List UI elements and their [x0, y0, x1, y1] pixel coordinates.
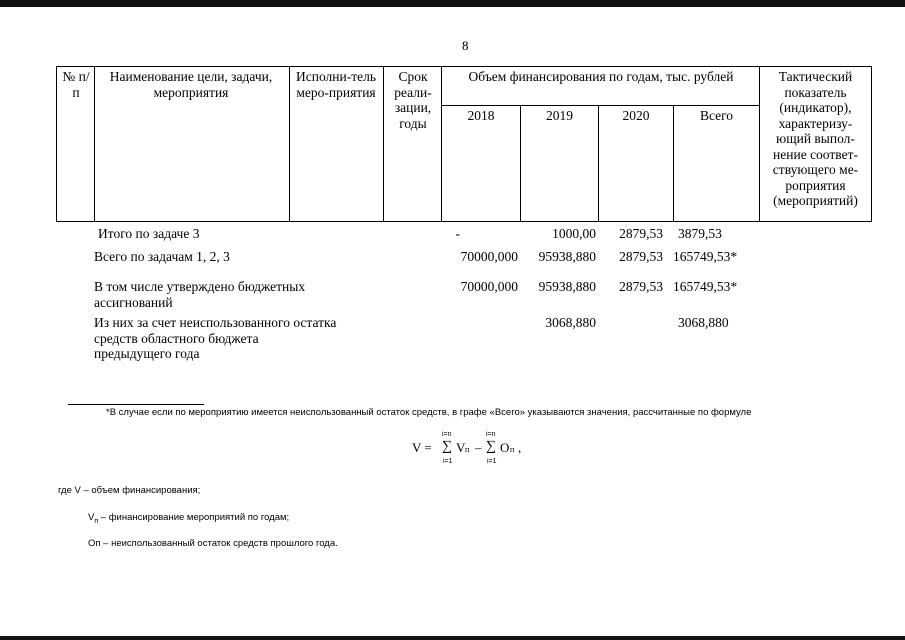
- sum-icon: ∑: [442, 439, 452, 454]
- cell-2019: 1000,00: [552, 226, 596, 241]
- header-name: Наименование цели, задачи, мероприятия: [109, 69, 273, 100]
- footnote-rule: [68, 404, 204, 405]
- col-divider: [871, 66, 872, 222]
- cell-2018: 70000,000: [460, 249, 518, 264]
- definition-vn: [88, 512, 488, 528]
- col-divider: [56, 66, 57, 222]
- cell-total: 3879,53: [678, 226, 722, 241]
- cell-2018: -: [455, 226, 460, 241]
- col-divider: [759, 66, 760, 222]
- cell-total: 165749,53*: [673, 279, 738, 294]
- formula-lhs: V =: [412, 440, 432, 455]
- formula-minus: –: [475, 440, 482, 455]
- definition-vn-subscript: п: [94, 517, 99, 525]
- cell-2020: 2879,53: [619, 226, 663, 241]
- header-no: № п/п: [62, 69, 90, 100]
- bottom-border: [0, 636, 905, 640]
- cell-total: 3068,880: [678, 315, 729, 330]
- definition-on: Оп – неиспользованный остаток средств прошлого года.: [88, 538, 338, 549]
- header-finance: Объем финансирования по годам, тыс. рублей: [468, 69, 734, 84]
- header-year: 2018: [467, 108, 495, 123]
- cell-2018: 70000,000: [460, 279, 518, 294]
- formula-sub2: п: [510, 445, 515, 454]
- cell-2019: 95938,880: [538, 249, 596, 264]
- cell-2020: 2879,53: [619, 279, 663, 294]
- definition-vn-text: – финансирование мероприятий по годам;: [98, 512, 290, 523]
- header-year: 2019: [546, 108, 573, 123]
- cell-2020: 2879,53: [619, 249, 663, 264]
- row-name: Всего по задачам 1, 2, 3: [94, 249, 230, 264]
- formula-lower-2: i=1: [487, 458, 497, 465]
- table-bottom-rule: [56, 221, 872, 222]
- header-term: Срок реали-зации, годы: [394, 69, 432, 131]
- sum-icon: ∑: [486, 439, 496, 454]
- table-top-rule: [56, 66, 872, 67]
- formula-upper-2: i=n: [486, 431, 496, 438]
- finance-table-header: [56, 66, 872, 222]
- years-rule: [441, 105, 759, 106]
- cell-2019: 95938,880: [538, 279, 596, 294]
- formula: [412, 426, 542, 470]
- formula-term1: V: [456, 440, 466, 455]
- col-divider: [289, 66, 290, 222]
- header-indicator: Тактический показатель (индикатор), характеризу-ющий выпол-нение соответ-ствующего ме-роприятия (мероприятий): [772, 69, 859, 208]
- formula-term2: O: [500, 440, 510, 455]
- formula-upper-1: i=n: [442, 431, 452, 438]
- header-year: Всего: [699, 108, 734, 123]
- formula-sub1: п: [465, 445, 470, 454]
- top-border: [0, 0, 905, 7]
- row-name: Из них за счет неиспользованного остатка средств областного бюджета предыдущего года: [94, 315, 337, 361]
- row-name: В том числе утверждено бюджетных ассигнований: [94, 279, 306, 310]
- col-divider: [94, 66, 95, 222]
- header-year: 2020: [622, 108, 650, 123]
- definition-v: где V – объем финансирования;: [58, 485, 201, 496]
- formula-tail: ,: [518, 440, 522, 455]
- page-number: 8: [462, 38, 469, 53]
- footnote-note: *В случае если по мероприятию имеется неиспользованный остаток средств, в графе «Всего» указываются значения, рассчитанные по формуле: [106, 407, 752, 418]
- header-executor: Исполни-тель меро-приятия: [295, 69, 376, 100]
- row-name: Итого по задаче 3: [98, 226, 200, 241]
- col-divider: [383, 66, 384, 222]
- cell-total: 165749,53*: [673, 249, 738, 264]
- col-divider: [441, 66, 442, 222]
- formula-lower-1: i=1: [443, 458, 453, 465]
- cell-2019: 3068,880: [545, 315, 596, 330]
- definition-vn-symbol: V: [88, 512, 95, 523]
